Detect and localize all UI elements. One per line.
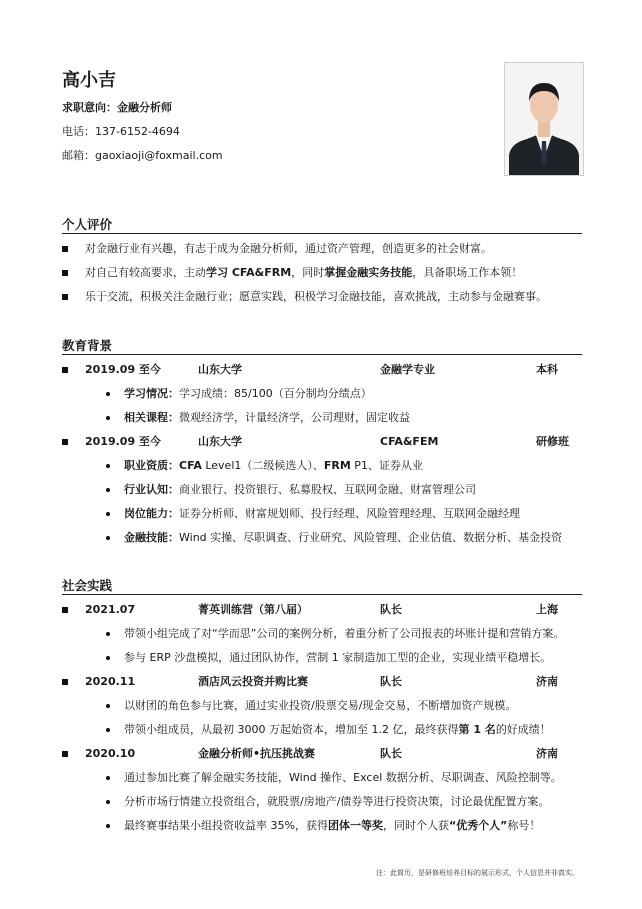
education-detail: 职业资质：CFA Level1（二级候选人）、FRM P1、证券从业 <box>62 456 582 476</box>
square-bullet-icon <box>62 270 68 276</box>
round-bullet-icon <box>106 704 110 708</box>
round-bullet-icon <box>106 416 110 420</box>
evaluation-text: 乐于交流，积极关注金融行业；愿意实践，积极学习金融技能，喜欢挑战，主动参与金融赛事。 <box>85 290 547 303</box>
section-title-evaluation: 个人评价 <box>62 217 113 232</box>
profile-photo <box>504 62 584 176</box>
education-detail: 岗位能力：证券分析师、财富规划师、投行经理、风险管理经理、互联网金融经理 <box>62 504 582 524</box>
practice-role: 队长 <box>380 747 402 760</box>
practice-role: 队长 <box>380 603 402 616</box>
square-bullet-icon <box>62 751 68 757</box>
evaluation-text: 对自己有较高要求，主动学习 CFA&FRM，同时掌握金融实务技能，具备职场工作本领！ <box>85 266 523 279</box>
edu-major: 金融学专业 <box>380 363 435 376</box>
square-bullet-icon <box>62 679 68 685</box>
practice-city: 济南 <box>536 675 558 688</box>
practice-entry-header <box>62 672 582 692</box>
square-bullet-icon <box>62 367 68 373</box>
footnote: 注：此简历，是研修班培养目标的展示形式，个人信息并非真实。 <box>376 869 579 877</box>
round-bullet-icon <box>106 656 110 660</box>
edu-period: 2019.09 至今 <box>85 435 161 448</box>
round-bullet-icon <box>106 824 110 828</box>
edu-school: 山东大学 <box>198 363 242 376</box>
practice-city: 上海 <box>536 603 558 616</box>
practice-item: 以财团的角色参与比赛，通过实业投资/股票交易/现金交易，不断增加资产规模。 <box>62 696 582 716</box>
practice-city: 济南 <box>536 747 558 760</box>
practice-entry-header <box>62 600 582 620</box>
education-detail: 行业认知：商业银行、投资银行、私募股权、互联网金融、财富管理公司 <box>62 480 582 500</box>
round-bullet-icon <box>106 728 110 732</box>
education-entry-header <box>62 360 582 380</box>
practice-name: 菁英训练营（第八届） <box>198 603 308 616</box>
square-bullet-icon <box>62 246 68 252</box>
practice-item: 参与 ERP 沙盘模拟，通过团队协作，营制 1 家制造加工型的企业，实现业绩平稳增长。 <box>62 648 582 668</box>
round-bullet-icon <box>106 392 110 396</box>
practice-role: 队长 <box>380 675 402 688</box>
edu-degree: 研修班 <box>536 435 569 448</box>
evaluation-item <box>62 287 582 307</box>
candidate-name: 高小吉 <box>62 70 116 91</box>
round-bullet-icon <box>106 776 110 780</box>
practice-date: 2021.07 <box>85 603 136 616</box>
round-bullet-icon <box>106 488 110 492</box>
practice-item: 通过参加比赛了解金融实务技能，Wind 操作、Excel 数据分析、尽职调查、风险控制等。 <box>62 768 582 788</box>
edu-school: 山东大学 <box>198 435 242 448</box>
practice-entry-header <box>62 744 582 764</box>
education-detail: 学习情况：学习成绩：85/100（百分制均分绩点） <box>62 384 582 404</box>
email-text: 邮箱：gaoxiaoji@foxmail.com <box>62 149 223 162</box>
job-intent: 求职意向：金融分析师 <box>62 101 172 114</box>
education-entry-header <box>62 432 582 452</box>
round-bullet-icon <box>106 632 110 636</box>
practice-date: 2020.10 <box>85 747 136 760</box>
edu-degree: 本科 <box>536 363 558 376</box>
practice-item: 带领小组完成了对“学而思”公司的案例分析，着重分析了公司报表的坏账计提和营销方案。 <box>62 624 582 644</box>
practice-date: 2020.11 <box>85 675 136 688</box>
practice-item: 最终赛事结果小组投资收益率 35%，获得团体一等奖，同时个人获“优秀个人”称号！ <box>62 816 582 836</box>
round-bullet-icon <box>106 512 110 516</box>
section-divider <box>62 354 582 355</box>
square-bullet-icon <box>62 439 68 445</box>
round-bullet-icon <box>106 464 110 468</box>
square-bullet-icon <box>62 607 68 613</box>
edu-period: 2019.09 至今 <box>85 363 161 376</box>
edu-major: CFA&FEM <box>380 435 439 448</box>
section-title-practice: 社会实践 <box>62 578 113 593</box>
phone-text: 电话：137-6152-4694 <box>62 125 180 138</box>
square-bullet-icon <box>62 294 68 300</box>
round-bullet-icon <box>106 800 110 804</box>
practice-name: 金融分析师•抗压挑战赛 <box>198 747 316 760</box>
evaluation-text: 对金融行业有兴趣，有志于成为金融分析师，通过资产管理，创造更多的社会财富。 <box>85 242 492 255</box>
round-bullet-icon <box>106 536 110 540</box>
practice-item: 带领小组成员，从最初 3000 万起始资本，增加至 1.2 亿，最终获得第 1 名的好成绩！ <box>62 720 582 740</box>
section-title-education: 教育背景 <box>62 338 113 353</box>
education-detail: 相关课程：微观经济学，计量经济学，公司理财，固定收益 <box>62 408 582 428</box>
evaluation-item <box>62 239 582 259</box>
section-divider <box>62 233 582 234</box>
evaluation-item <box>62 263 582 283</box>
section-divider <box>62 594 582 595</box>
practice-item: 分析市场行情建立投资组合，就股票/房地产/债券等进行投资决策，讨论最优配置方案。 <box>62 792 582 812</box>
education-detail: 金融技能：Wind 实操、尽职调查、行业研究、风险管理、企业估值、数据分析、基金投资 <box>62 528 582 548</box>
practice-name: 酒店风云投资并购比赛 <box>198 675 308 688</box>
